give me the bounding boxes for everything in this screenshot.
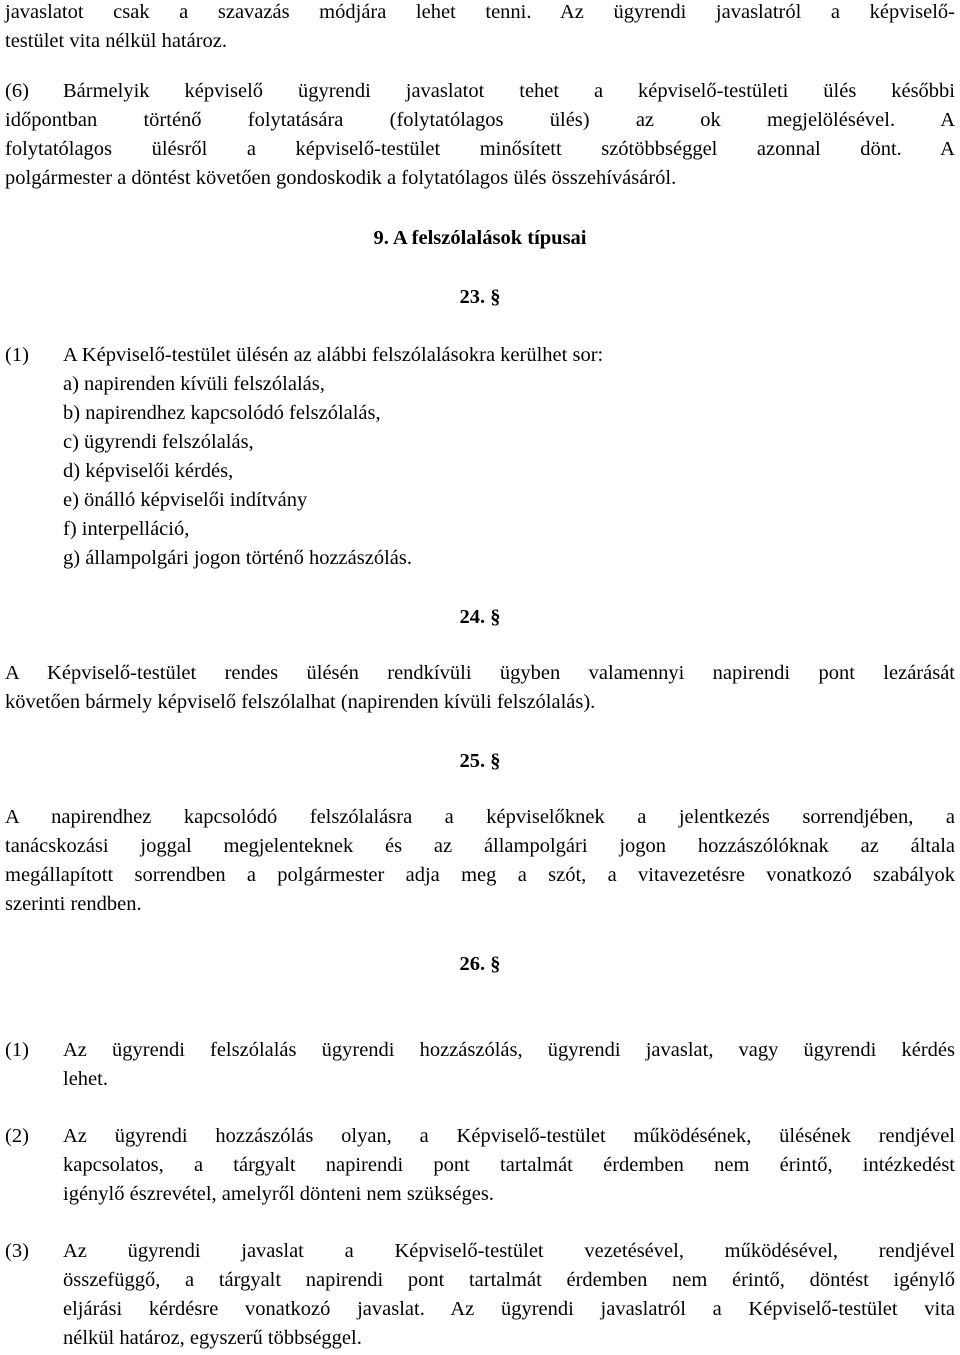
paragraph-heading-25: 25. §: [459, 750, 501, 772]
text-line: javaslatot csak a szavazás módjára lehet tenni. Az ügyrendi javaslatról a képviselő-: [5, 1, 955, 23]
list-item: b) napirendhez kapcsolódó felszólalás,: [63, 402, 381, 424]
section-24-text: [5, 659, 955, 717]
text-line: A Képviselő-testület rendes ülésén rendkívüli ügyben valamennyi napirendi pont lezárását: [5, 662, 955, 684]
paragraph-body: [63, 1036, 955, 1094]
paragraph-number: (6): [5, 80, 29, 102]
paragraph-heading-26: 26. §: [459, 953, 501, 975]
list-item: c) ügyrendi felszólalás,: [63, 431, 254, 453]
text-line: összefüggő, a tárgyalt napirendi pont tartalmát érdemben nem érintő, döntést igénylő: [63, 1269, 955, 1291]
list-item: e) önálló képviselői indítvány: [63, 489, 308, 511]
paragraph-number: (1): [5, 344, 29, 366]
paragraph-6: [5, 77, 955, 197]
text-line: Az ügyrendi javaslat a Képviselő-testület vezetésével, működésével, rendjével: [63, 1240, 955, 1262]
paragraph-body: [63, 1122, 955, 1209]
text-line: nélkül határoz, egyszerű többséggel.: [63, 1327, 362, 1349]
text-line: időpontban történő folytatására (folytatólagos ülés) az ok megjelölésével. A: [5, 109, 955, 131]
list-item: g) állampolgári jogon történő hozzászólás.: [63, 547, 412, 569]
section-heading: 9. A felszólalások típusai: [373, 227, 587, 249]
text-line: igénylő észrevétel, amelyről dönteni nem szükséges.: [63, 1183, 494, 1205]
section-25-text: [5, 803, 955, 919]
text-line: követően bármely képviselő felszólalhat (napirenden kívüli felszólalás).: [5, 691, 596, 713]
list-item: d) képviselői kérdés,: [63, 460, 234, 482]
text-line: eljárási kérdésre vonatkozó javaslat. Az ügyrendi javaslatról a Képviselő-testület vita: [63, 1298, 955, 1320]
paragraph-continuation: [5, 106, 955, 193]
paragraph-heading-23: 23. §: [459, 286, 501, 308]
paragraph-number: (2): [5, 1125, 29, 1147]
text-line: kapcsolatos, a tárgyalt napirendi pont tartalmát érdemben nem érintő, intézkedést: [63, 1154, 955, 1176]
paragraph-body: [63, 1237, 955, 1353]
text-line: testület vita nélkül határoz.: [5, 30, 228, 52]
section-26-paragraph-2: [5, 1122, 955, 1212]
text-line: lehet.: [63, 1068, 108, 1090]
text-line: tanácskozási joggal megjelenteknek és az állampolgári jogon hozzászólóknak az általa: [5, 835, 955, 857]
text-line: A napirendhez kapcsolódó felszólalásra a képviselőknek a jelentkezés sorrendjében, a: [5, 806, 955, 828]
felszolalas-list: [63, 370, 412, 573]
paragraph-number: (3): [5, 1240, 29, 1262]
text-line: megállapított sorrendben a polgármester adja meg a szót, a vitavezetésre vonatkozó szabályok: [5, 864, 955, 886]
paragraph-number: (1): [5, 1039, 29, 1061]
paragraph-first-line: [63, 77, 955, 106]
text-line: szerinti rendben.: [5, 893, 142, 915]
text-line: Bármelyik képviselő ügyrendi javaslatot tehet a képviselő-testületi ülés későbbi: [63, 80, 955, 102]
text-line: Az ügyrendi hozzászólás olyan, a Képviselő-testület működésének, ülésének rendjével: [63, 1125, 955, 1147]
section-26-paragraph-1: [5, 1036, 955, 1096]
paragraph-intro: A Képviselő-testület ülésén az alábbi felszólalásokra kerülhet sor:: [63, 344, 604, 366]
section-26-paragraph-3: [5, 1237, 955, 1355]
text-line: Az ügyrendi felszólalás ügyrendi hozzászólás, ügyrendi javaslat, vagy ügyrendi kérdés: [63, 1039, 955, 1061]
text-line: folytatólagos ülésről a képviselő-testület minősített szótöbbséggel azonnal dönt. A: [5, 138, 955, 160]
text-line: polgármester a döntést követően gondoskodik a folytatólagos ülés összehívásáról.: [5, 167, 677, 189]
list-item: f) interpelláció,: [63, 518, 190, 540]
list-item: a) napirenden kívüli felszólalás,: [63, 373, 325, 395]
continuation-paragraph: [5, 0, 955, 56]
paragraph-heading-24: 24. §: [459, 606, 501, 628]
